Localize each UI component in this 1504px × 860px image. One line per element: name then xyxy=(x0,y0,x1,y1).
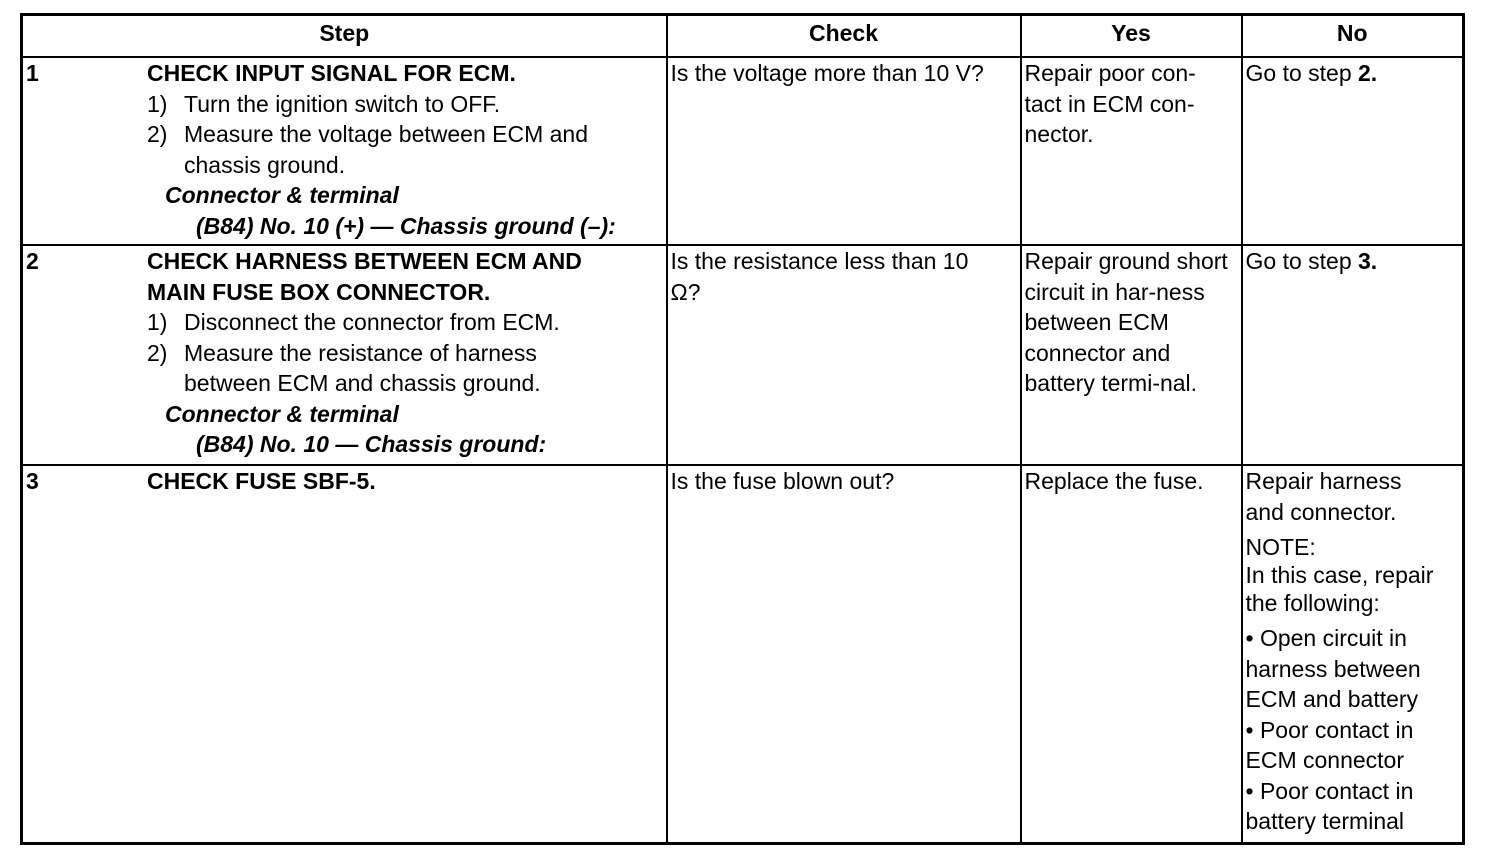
connector-detail: (B84) No. 10 — Chassis ground: xyxy=(196,431,547,457)
no-cell xyxy=(1242,57,1464,245)
step-number: 1 xyxy=(26,60,39,86)
connector-detail: (B84) No. 10 (+) — Chassis ground (–): xyxy=(196,212,616,239)
note-label: NOTE: xyxy=(1245,534,1316,560)
substep-number: 2) xyxy=(147,339,168,366)
table-row xyxy=(22,465,1464,843)
bullet-list xyxy=(1246,623,1460,837)
no-main-text: Repair harness and connector. xyxy=(1245,468,1402,525)
step-number: 2 xyxy=(26,248,39,274)
no-cell xyxy=(1242,465,1464,843)
substep xyxy=(147,89,666,120)
step-title: CHECK HARNESS BETWEEN ECM AND MAIN FUSE BOX CONNECTOR. xyxy=(147,248,582,305)
step-title: CHECK INPUT SIGNAL FOR ECM. xyxy=(147,60,516,86)
step-title: CHECK FUSE SBF-5. xyxy=(147,468,376,494)
connector-heading: Connector & terminal xyxy=(165,400,399,427)
no-step-ref: 3. xyxy=(1358,248,1378,274)
list-item: • Poor contact in ECM connector xyxy=(1245,716,1414,773)
note-text: In this case, repair the following: xyxy=(1245,562,1434,616)
substep-number: 1) xyxy=(147,309,168,335)
substep-text: Turn the ignition switch to OFF. xyxy=(184,90,501,117)
list-item: • Poor contact in battery terminal xyxy=(1245,777,1414,834)
yes-text: Repair poor con-tact in ECM con-nector. xyxy=(1024,60,1196,147)
step-cell xyxy=(22,465,667,843)
check-text: Is the resistance less than 10 Ω? xyxy=(670,248,969,305)
header-step: Step xyxy=(22,15,667,58)
list-item: • Open circuit in harness between ECM and battery xyxy=(1245,625,1421,712)
table-row xyxy=(22,57,1464,245)
substep xyxy=(147,119,666,180)
substep-text: Disconnect the connector from ECM. xyxy=(184,309,560,335)
yes-cell: Replace the fuse. xyxy=(1021,465,1242,843)
no-cell xyxy=(1242,245,1464,465)
substep-list xyxy=(147,89,666,181)
check-cell: Is the fuse blown out? xyxy=(667,465,1021,843)
step-number: 3 xyxy=(26,468,39,494)
substep xyxy=(147,307,666,338)
yes-cell xyxy=(1021,245,1242,465)
no-step-ref: 2. xyxy=(1358,60,1378,86)
note-block xyxy=(1246,533,1460,617)
header-row xyxy=(22,15,1464,58)
substep-text: Measure the voltage between ECM and chassis ground. xyxy=(184,121,589,178)
step-cell xyxy=(22,245,667,465)
substep-number: 1) xyxy=(147,90,168,117)
no-prefix: Go to step xyxy=(1245,248,1359,274)
check-cell xyxy=(667,245,1021,465)
header-yes: Yes xyxy=(1021,15,1242,58)
check-cell: Is the voltage more than 10 V? xyxy=(667,57,1021,245)
substep-number: 2) xyxy=(147,121,168,147)
header-no: No xyxy=(1242,15,1464,58)
header-check: Check xyxy=(667,15,1021,58)
yes-cell xyxy=(1021,57,1242,245)
substep-text: Measure the resistance of harness between ECM and chassis ground. xyxy=(184,339,541,396)
table-row xyxy=(22,245,1464,465)
connector-heading: Connector & terminal xyxy=(165,182,399,208)
step-cell xyxy=(22,57,667,245)
yes-text: Repair ground short circuit in har-ness between ECM connector and battery termi-nal. xyxy=(1024,248,1228,396)
diagnostic-table xyxy=(20,13,1465,845)
substep xyxy=(147,338,666,399)
no-prefix: Go to step xyxy=(1245,60,1359,86)
substep-list xyxy=(147,307,666,399)
